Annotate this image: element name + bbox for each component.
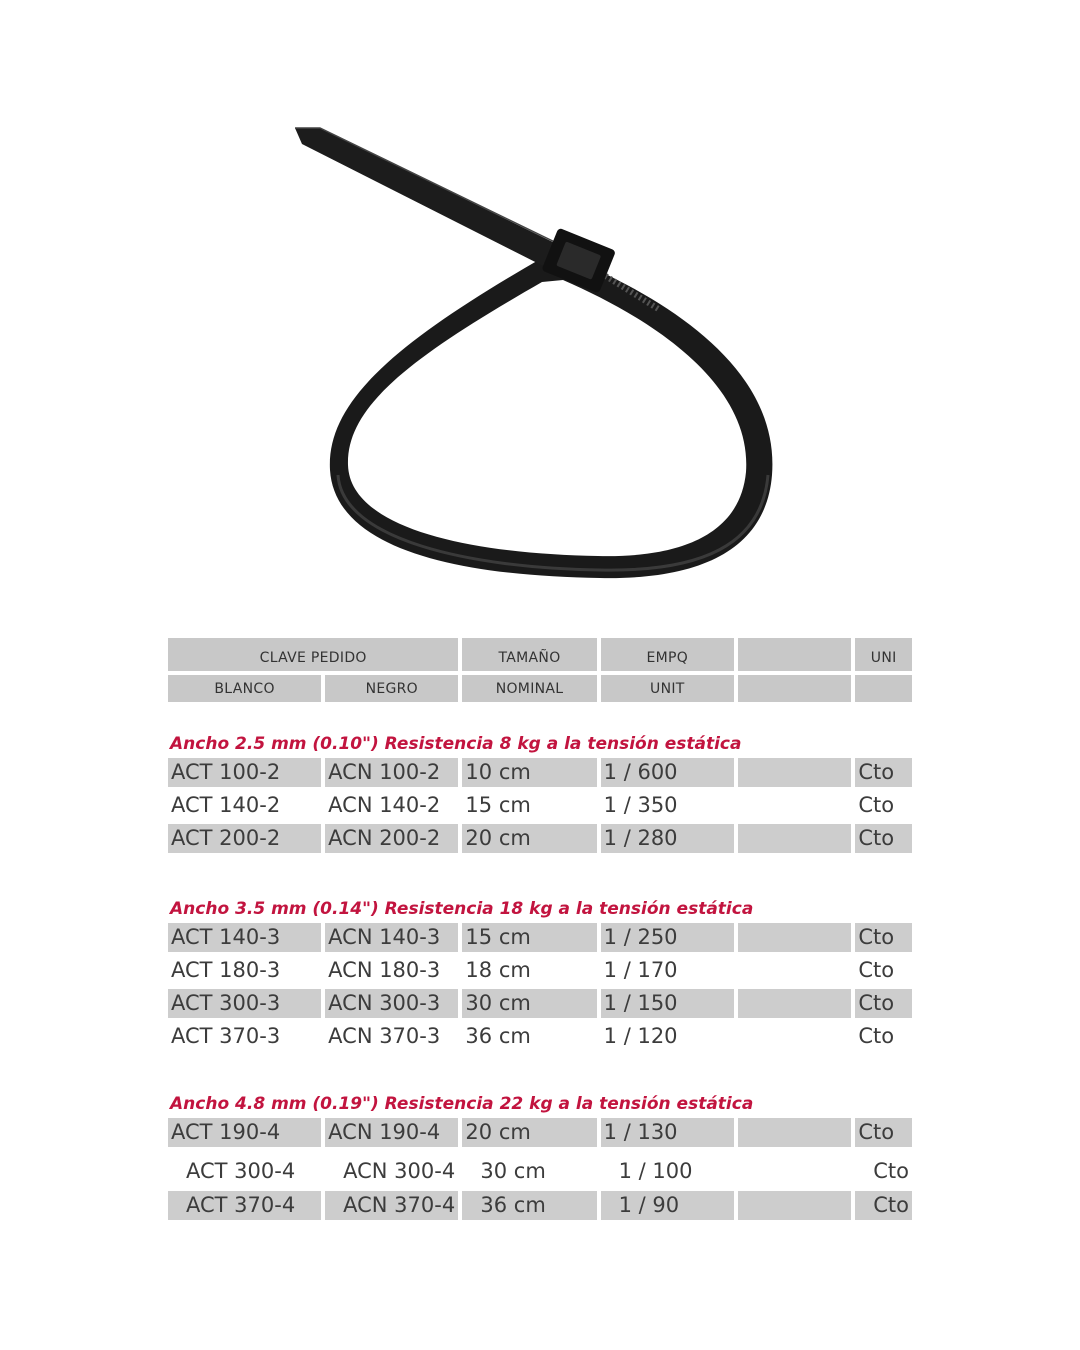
cell-size: 15 cm [462,923,596,952]
cell-empq: 1 / 280 [601,824,734,853]
cell-negro: ACN 300-4 [343,1159,456,1183]
cell-negro: ACN 300-3 [325,989,458,1018]
cell-empq: 1 / 350 [603,793,678,817]
cell-size: 10 cm [462,758,596,787]
section-4-8mm [168,1090,912,1224]
header-row-2 [168,675,912,702]
cell-empq: 1 / 120 [603,1024,678,1048]
cell-uni: Cto [858,793,895,817]
cell-empq: 1 / 600 [601,758,734,787]
header-row-1 [168,638,912,671]
cell-blank [738,824,851,853]
cell-blanco: ACT 370-4 [168,1191,321,1220]
cell-blanco: ACT 370-3 [171,1024,281,1048]
cell-blanco: ACT 190-4 [168,1118,321,1147]
cell-empq: 1 / 170 [603,958,678,982]
header-empq: EMPQ [601,638,734,671]
spec-table-header [168,638,912,702]
cell-uni: Cto [855,989,912,1018]
table-row [168,1118,912,1147]
cell-negro: ACN 190-4 [325,1118,458,1147]
cell-uni: Cto [858,958,895,982]
header-blank-2 [738,675,851,702]
cell-uni: Cto [858,1024,895,1048]
cell-blank [738,1022,851,1051]
cell-blank [738,923,851,952]
cell-size: 20 cm [462,824,596,853]
cell-blanco: ACT 300-3 [168,989,321,1018]
header-blanco: BLANCO [168,675,321,702]
cell-blank [738,1118,851,1147]
cell-blanco: ACT 140-2 [171,793,281,817]
cell-size: 36 cm [462,1191,596,1220]
cell-uni: Cto [855,1118,912,1147]
header-unit: UNIT [601,675,734,702]
cell-size: 20 cm [462,1118,596,1147]
cell-blanco: ACT 200-2 [168,824,321,853]
cell-negro: ACN 100-2 [325,758,458,787]
cell-blank [738,1157,851,1186]
cell-blank [738,956,851,985]
cell-blank [738,791,851,820]
cell-size: 30 cm [480,1159,546,1183]
header-negro: NEGRO [325,675,458,702]
cell-blanco: ACT 100-2 [168,758,321,787]
cell-blank [738,1191,851,1220]
cell-size: 30 cm [462,989,596,1018]
cell-blank [738,758,851,787]
header-blank [738,638,851,671]
cell-uni: Cto [855,923,912,952]
cell-negro: ACN 140-3 [325,923,458,952]
cell-negro: ACN 200-2 [325,824,458,853]
table-row [168,824,912,853]
cell-size: 36 cm [465,1024,531,1048]
cell-blanco: ACT 180-3 [171,958,281,982]
cell-negro: ACN 140-2 [328,793,441,817]
table-row [168,989,912,1018]
table-row [168,758,912,787]
table-row [168,1022,912,1051]
table-row [168,1191,912,1220]
cell-size: 15 cm [465,793,531,817]
cell-size: 18 cm [465,958,531,982]
cell-empq: 1 / 90 [601,1191,734,1220]
cell-uni: Cto [873,1159,909,1183]
header-tamano: TAMAÑO [462,638,596,671]
header-nominal: NOMINAL [462,675,596,702]
section-title: Ancho 2.5 mm (0.10") Resistencia 8 kg a la tensión estática [170,734,742,754]
cell-empq: 1 / 100 [618,1159,693,1183]
cell-empq: 1 / 130 [601,1118,734,1147]
header-uni: UNI [855,638,912,671]
cell-blank [738,989,851,1018]
cell-empq: 1 / 150 [601,989,734,1018]
section-2-5mm [168,730,912,857]
cell-uni: Cto [855,1191,912,1220]
cell-blanco: ACT 140-3 [168,923,321,952]
cell-uni: Cto [855,758,912,787]
cable-tie-image [280,110,800,600]
cell-negro: ACN 180-3 [328,958,441,982]
section-3-5mm [168,895,912,1055]
section-title: Ancho 3.5 mm (0.14") Resistencia 18 kg a la tensión estática [170,899,754,919]
table-row [168,956,912,985]
cell-empq: 1 / 250 [601,923,734,952]
cell-blanco: ACT 300-4 [186,1159,296,1183]
section-title: Ancho 4.8 mm (0.19") Resistencia 22 kg a la tensión estática [170,1094,754,1114]
cell-uni: Cto [855,824,912,853]
table-row [168,791,912,820]
cell-negro: ACN 370-3 [328,1024,441,1048]
header-blank-3 [855,675,912,702]
table-row [168,923,912,952]
table-row [168,1157,912,1186]
header-clave-pedido: CLAVE PEDIDO [168,638,458,671]
cell-negro: ACN 370-4 [325,1191,458,1220]
